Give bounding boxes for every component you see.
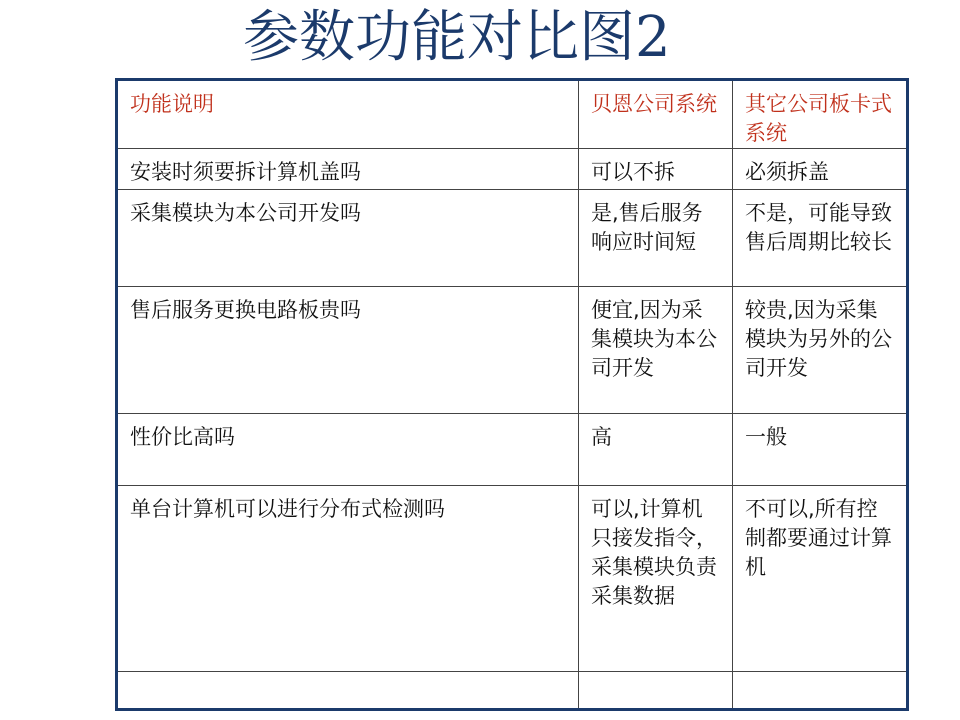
comparison-table	[115, 78, 909, 711]
cell-other: 一般	[733, 414, 908, 486]
table-row	[117, 414, 908, 486]
header-feature: 功能说明	[117, 80, 579, 149]
cell-other	[733, 672, 908, 710]
slide-title: 参数功能对比图2	[243, 5, 671, 70]
table-row-empty	[117, 672, 908, 710]
cell-feature: 安装时须要拆计算机盖吗	[117, 149, 579, 190]
table-row	[117, 486, 908, 672]
cell-beien: 可以不拆	[579, 149, 733, 190]
cell-feature: 售后服务更换电路板贵吗	[117, 287, 579, 414]
table-row	[117, 190, 908, 287]
cell-feature: 单台计算机可以进行分布式检测吗	[117, 486, 579, 672]
cell-beien: 便宜,因为采集模块为本公司开发	[579, 287, 733, 414]
header-other: 其它公司板卡式系统	[733, 80, 908, 149]
cell-beien: 高	[579, 414, 733, 486]
cell-beien	[579, 672, 733, 710]
cell-other: 不是，可能导致售后周期比较长	[733, 190, 908, 287]
table-row	[117, 149, 908, 190]
header-beien: 贝恩公司系统	[579, 80, 733, 149]
table-row	[117, 287, 908, 414]
cell-other: 较贵,因为采集模块为另外的公司开发	[733, 287, 908, 414]
cell-beien: 可以,计算机只接发指令，采集模块负责采集数据	[579, 486, 733, 672]
cell-feature: 采集模块为本公司开发吗	[117, 190, 579, 287]
cell-other: 必须拆盖	[733, 149, 908, 190]
cell-beien: 是,售后服务响应时间短	[579, 190, 733, 287]
cell-feature: 性价比高吗	[117, 414, 579, 486]
cell-feature	[117, 672, 579, 710]
cell-other: 不可以,所有控制都要通过计算机	[733, 486, 908, 672]
table-header-row	[117, 80, 908, 149]
